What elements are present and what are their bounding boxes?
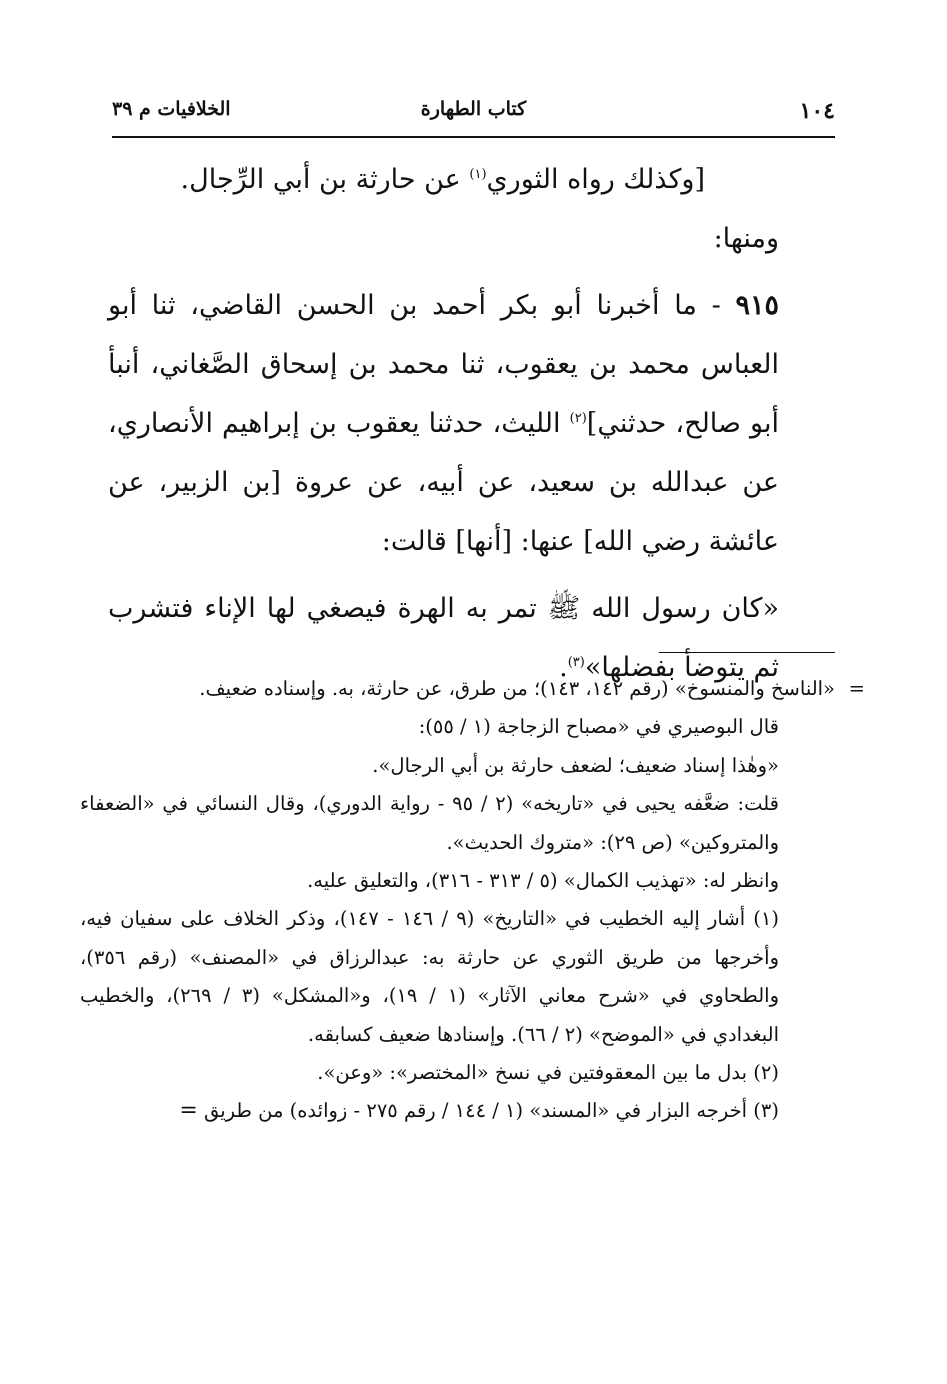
footnote-3-continues: =	[179, 1098, 198, 1124]
footnote-1: (١) أشار إليه الخطيب في «التاريخ» (٩ / ١٤٦ - ١٤٧)، وذكر الخلاف على سفيان فيه، وأخرجها من طريق الثوري عن حارثة به: عبدالرزاق في «المصنف» (رقم ٣٥٦)، والطحاوي في «شرح معاني الآثار» (١ / ١٩)، و«المشكل» (٣ / ٢٦٩)، والخطيب البغدادي في «الموضح» (٢ / ٦٦). وإسنادها ضعيف كسابقه.	[80, 907, 780, 1046]
footnote-continuation	[80, 670, 865, 708]
line-1-text: [وكذلك رواه الثوري	[486, 164, 705, 195]
hadith-text-2: الليث، حدثنا يعقوب بن إبراهيم الأنصاري، عن عبدالله بن سعيد، عن أبيه، عن عروة [بن الزبير، عن عائشة رضي الله] عنها: [أنها] قالت:	[108, 408, 779, 557]
unzur-note: وانظر له: «تهذيب الكمال» (٥ / ٣١٣ - ٣١٦)، والتعليق عليه.	[307, 869, 779, 893]
header-rule	[112, 136, 835, 138]
footnotes	[80, 670, 865, 1131]
volume-mark: الخلافيات م ٣٩	[112, 98, 231, 120]
page-number: ١٠٤	[799, 98, 835, 124]
footnote-3	[80, 1092, 835, 1130]
line-1-rest: عن حارثة بن أبي الرِّجال.	[180, 164, 461, 195]
section-title: كتاب الطهارة	[420, 98, 527, 120]
busiri-quote: «وهٰذا إسناد ضعيف؛ لضعف حارثة بن أبي الرجال».	[372, 753, 779, 777]
continuation-text: «الناسخ والمنسوخ» (رقم ١٤٢، ١٤٣)؛ من طرق، عن حارثة، به. وإسناده ضعيف.	[199, 677, 835, 700]
continuation-marker: =	[848, 677, 865, 700]
footnote-3-text: (٣) أخرجه البزار في «المسند» (١ / ١٤٤ / رقم ٢٧٥ - زوائده) من طريق	[203, 1099, 779, 1123]
footnote-ref-2: (٢)	[569, 411, 587, 426]
footnote-ref-1: (١)	[469, 167, 487, 182]
hadith-number: ٩١٥	[735, 290, 779, 321]
running-header	[112, 92, 835, 132]
quote-text: «كان رسول الله ﷺ تمر به الهرة فيصغي لها الإناء فتشرب ثم يتوضأ بفضلها»	[108, 593, 779, 683]
footnote-ref-3: (٣)	[567, 655, 585, 670]
footnote-separator	[659, 652, 835, 653]
quote-end: .	[559, 652, 568, 683]
hadith-text-1: - ما أخبرنا أبو بكر أحمد بن الحسن القاضي، ثنا أبو العباس محمد بن يعقوب، ثنا محمد بن إسحاق الصَّغاني، أنبأ أبو صالح، حدثني]	[108, 290, 779, 439]
footnote-2: (٢) بدل ما بين المعقوفتين في نسخ «المختصر»: «وعن».	[317, 1061, 779, 1085]
main-text	[108, 150, 835, 697]
hadith-paragraph	[108, 276, 835, 571]
main-line-1	[108, 150, 835, 209]
busiri-intro: قال البوصيري في «مصباح الزجاجة (١ / ٥٥):	[418, 715, 779, 739]
main-line-2: ومنها:	[713, 223, 779, 254]
qult-note: قلت: ضعَّفه يحيى في «تاريخه» (٢ / ٩٥ - رواية الدوري)، وقال النسائي في «الضعفاء والمتروكين» (ص ٢٩): «متروك الحديث».	[80, 792, 779, 854]
